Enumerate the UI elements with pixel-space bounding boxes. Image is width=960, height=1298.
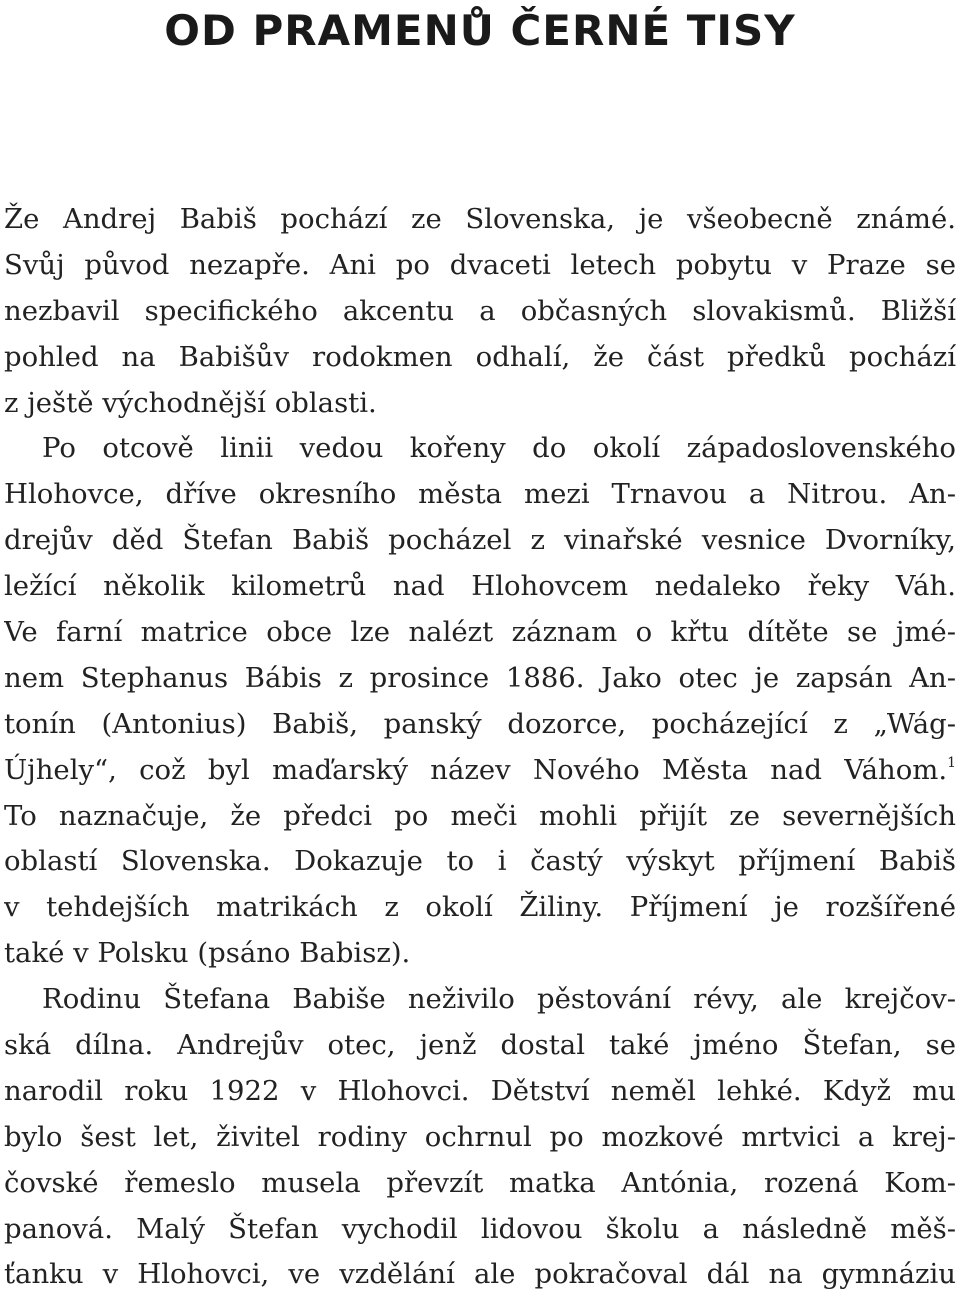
text-line: čovské řemeslo musela převzít matka Antónia, rozená Kom- [4, 1166, 956, 1199]
text-line: nezbavil specifického akcentu a občasných slovakismů. Bližší [4, 294, 956, 327]
text-line: To naznačuje, že předci po meči mohli přijít ze severnějších [4, 799, 956, 832]
text-line: nem Stephanus Bábis z prosince 1886. Jako otec je zapsán An- [4, 661, 956, 694]
text-line: bylo šest let, živitel rodiny ochrnul po mozkové mrtvici a krej- [4, 1120, 956, 1153]
text-line: Hlohovce, dříve okresního města mezi Trnavou a Nitrou. An- [4, 478, 956, 511]
text-line: v tehdejších matrikách z okolí Žiliny. Příjmení je rozšířené [4, 891, 956, 924]
text-line: pohled na Babišův rodokmen odhalí, že část předků pochází [4, 340, 956, 373]
text-line: ťanku v Hlohovci, ve vzdělání ale pokračoval dál na gymnáziu [4, 1258, 956, 1291]
text-line: Rodinu Štefana Babiše neživilo pěstování révy, ale krejčov- [42, 983, 956, 1016]
text-line: Ve farní matrice obce lze nalézt záznam o křtu dítěte se jmé- [4, 616, 956, 649]
text-line: ležící několik kilometrů nad Hlohovcem nedaleko řeky Váh. [4, 570, 956, 603]
text-line: panová. Malý Štefan vychodil lidovou školu a následně měš- [4, 1212, 956, 1245]
paragraph-3 [4, 977, 956, 1298]
paragraph-2 [4, 426, 956, 977]
text-line: Že Andrej Babiš pochází ze Slovenska, je všeobecně známé. [4, 203, 956, 235]
text-line-with-footnote [4, 748, 956, 794]
paragraph-1 [4, 197, 956, 426]
text-line: také v Polsku (psáno Babisz). [4, 937, 411, 970]
text-line: Po otcově linii vedou kořeny do okolí západoslovenského [42, 432, 956, 465]
text-line: narodil roku 1922 v Hlohovci. Dětství neměl lehké. Když mu [4, 1074, 956, 1107]
text-line: Újhely“, což byl maďarský název Nového Města nad Váhom. [4, 753, 948, 786]
text-line: Svůj původ nezapře. Ani po dvaceti letech pobytu v Praze se [4, 248, 956, 281]
text-line: drejův děd Štefan Babiš pocházel z vinařské vesnice Dvorníky, [4, 524, 956, 557]
footnote-marker[interactable]: 1 [947, 754, 956, 771]
body-text [4, 197, 956, 1298]
chapter-title: OD PRAMENŮ ČERNÉ TISY [164, 6, 796, 55]
text-line: tonín (Antonius) Babiš, panský dozorce, pocházející z „Wág- [4, 707, 956, 740]
text-line: ská dílna. Andrejův otec, jenž dostal také jméno Štefan, se [4, 1029, 956, 1062]
text-line: oblastí Slovenska. Dokazuje to i častý výskyt příjmení Babiš [4, 845, 956, 878]
text-line: z ještě východnější oblasti. [4, 386, 377, 419]
